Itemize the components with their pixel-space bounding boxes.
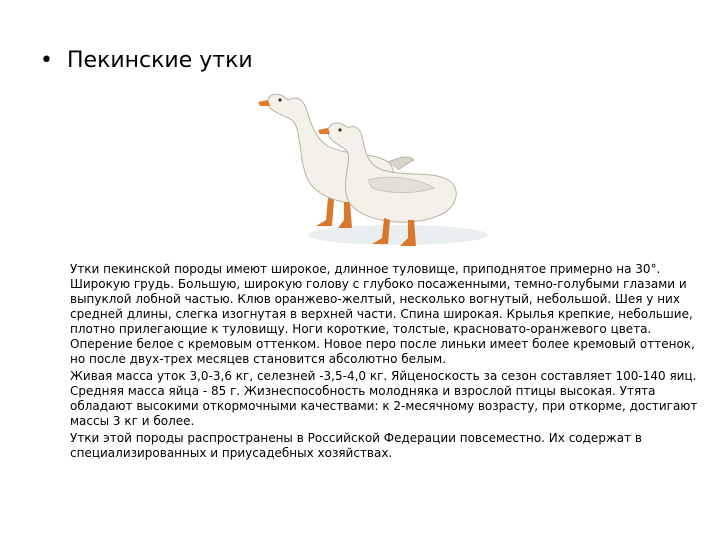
pekin-ducks-illustration bbox=[248, 70, 488, 250]
description-text bbox=[70, 262, 710, 463]
slide-title: Пекинские утки bbox=[66, 48, 253, 73]
bullet-icon: • bbox=[40, 48, 53, 73]
slide-title-row bbox=[40, 48, 253, 73]
paragraph-distribution: Утки этой породы распространены в Российской Федерации повсеместно. Их содержат в специализированных и приусадебных хозяйствах. bbox=[70, 431, 642, 460]
paragraph-productivity: Живая масса уток 3,0-3,6 кг, селезней -3,5-4,0 кг. Яйценоскость за сезон составляет 100-140 яиц. Средняя масса яйца - 85 г. Жизнеспособность молодняка и взрослой птицы высокая. Утята обладают высокими откормочными качествами: к 2-месячному возрасту, при откорме, достигают массы 3 кг и более. bbox=[70, 369, 698, 428]
paragraph-appearance: Утки пекинской породы имеют широкое, длинное туловище, приподнятое примерно на 30°. Широкую грудь. Большую, широкую голову с глубоко посаженными, темно-голубыми глазами и выпуклой лобной частью. Клюв оранжево-желтый, несколько вогнутый, небольшой. Шея у них средней длины, слегка изогнутая в верхней части. Спина широкая. Крылья крепкие, небольшие, плотно прилегающие к туловищу. Ноги короткие, толстые, красновато-оранжевого цвета. Оперение белое с кремовым оттенком. Новое перо после линьки имеет более кремовый оттенок, но после двух-трех месяцев становится абсолютно белым. bbox=[70, 262, 695, 366]
